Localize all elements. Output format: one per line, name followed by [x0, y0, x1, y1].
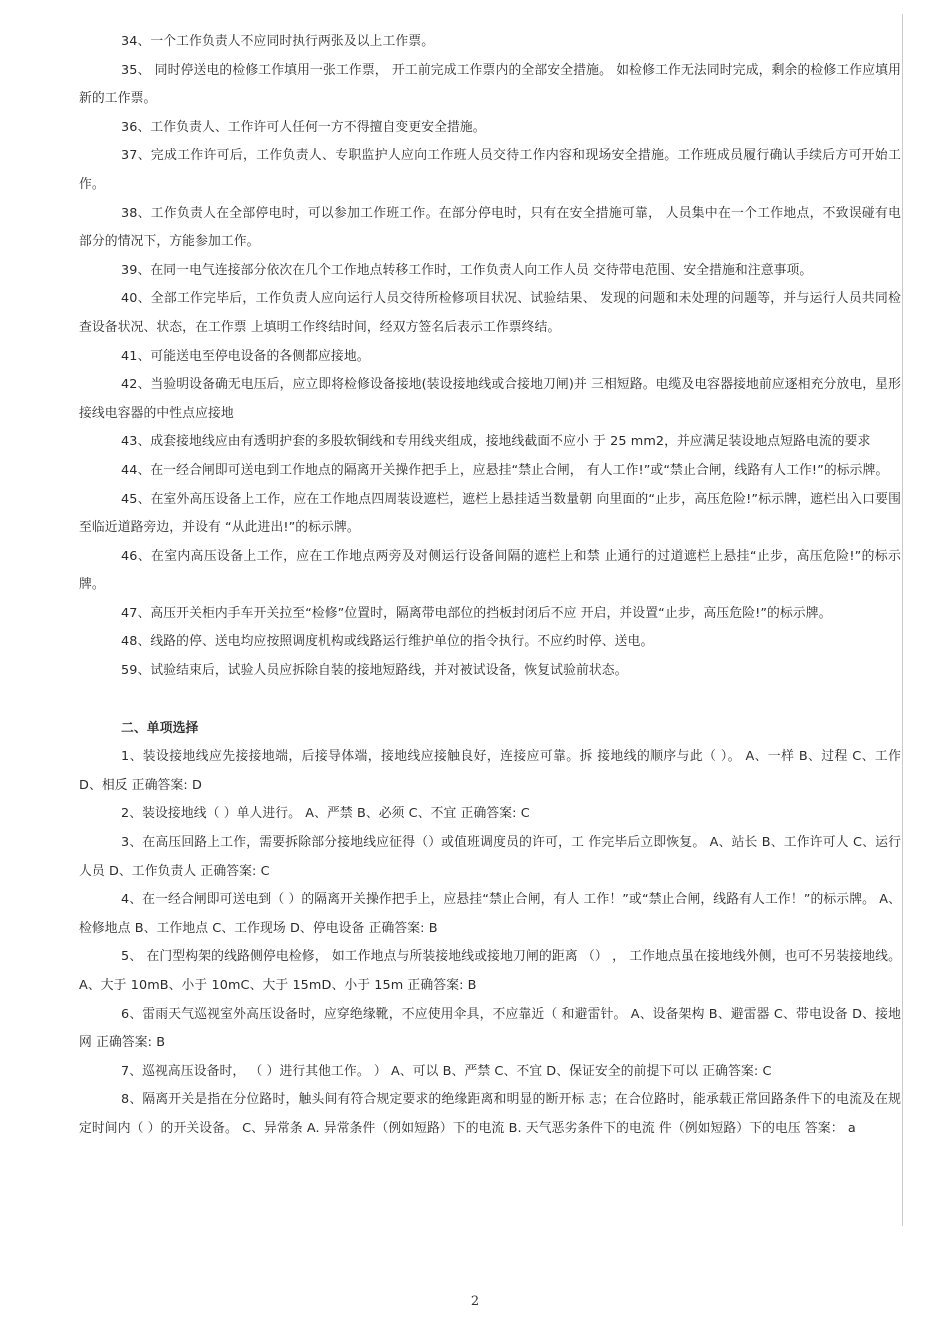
item-40: 40、全部工作完毕后，工作负责人应向运行人员交待所检修项目状况、试验结果、 发现的问题和未处理的问题等，并与运行人员共同检查设备状况、状态，在工作票 上填明工作终结时间，经双方签名后表示工作票终结。	[79, 291, 901, 335]
item-37: 37、完成工作许可后，工作负责人、专职监护人应向工作班人员交待工作内容和现场安全措施。工作班成员履行确认手续后方可开始工作。	[79, 148, 901, 192]
item-48: 48、线路的停、送电均应按照调度机构或线路运行维护单位的指令执行。不应约时停、送电。	[121, 634, 654, 650]
item-43: 43、成套接地线应由有透明护套的多股软铜线和专用线夹组成，接地线截面不应小 于 25 mm2，并应满足装设地点短路电流的要求	[121, 434, 871, 450]
page-right-border	[902, 14, 903, 1226]
question-5: 5、 在门型构架的线路侧停电检修， 如工作地点与所装接地线或接地刀闸的距离 （） ， 工作地点虽在接地线外侧，也可不另装接地线。 A、大于 10mB、小于 10mC、大于 15mD、小于 15m 正确答案: B	[79, 949, 901, 993]
question-3: 3、在高压回路上工作，需要拆除部分接地线应征得（）或值班调度员的许可，工 作完毕后立即恢复。 A、站长 B、工作许可人 C、运行人员 D、工作负责人 正确答案: C	[79, 835, 901, 879]
question-1: 1、装设接地线应先接接地端，后接导体端，接地线应接触良好，连接应可靠。拆 接地线的顺序与此（ ）。 A、一样 B、过程 C、工作 D、相反 正确答案: D	[79, 749, 901, 793]
item-35: 35、 同时停送电的检修工作填用一张工作票， 开工前完成工作票内的全部安全措施。 如检修工作无法同时完成，剩余的检修工作应填用新的工作票。	[79, 62, 901, 107]
page-number: 2	[470, 1294, 480, 1309]
item-39: 39、在同一电气连接部分依次在几个工作地点转移工作时，工作负责人向工作人员 交待带电范围、安全措施和注意事项。	[121, 262, 813, 278]
question-6: 6、雷雨天气巡视室外高压设备时，应穿绝缘靴，不应使用伞具，不应靠近（ 和避雷针。 A、设备架构 B、避雷器 C、带电设备 D、接地网 正确答案: B	[79, 1006, 901, 1051]
document-body	[79, 28, 901, 1144]
item-38: 38、工作负责人在全部停电时，可以参加工作班工作。在部分停电时，只有在安全措施可靠， 人员集中在一个工作地点，不致误碰有电部分的情况下，方能参加工作。	[79, 205, 901, 250]
question-8: 8、隔离开关是指在分位路时，触头间有符合规定要求的绝缘距离和明显的断开标 志；在合位路时，能承载正常回路条件下的电流及在规定时间内（ ）的开关设备。 C、异常条 A. 异常条件（例如短路）下的电流 B. 天气恶劣条件下的电流 件（例如短路）下的电压 答案： a	[79, 1092, 901, 1136]
item-59: 59、试验结束后，试验人员应拆除自装的接地短路线，并对被试设备，恢复试验前状态。	[121, 663, 628, 679]
question-4: 4、在一经合闸即可送电到（ ）的隔离开关操作把手上，应悬挂“禁止合闸，有人 工作！”或“禁止合闸，线路有人工作！”的标示牌。 A、检修地点 B、工作地点 C、工作现场 D、停电设备 正确答案: B	[79, 892, 901, 936]
section-heading: 二、单项选择	[121, 720, 199, 736]
section-spacer	[79, 686, 901, 715]
item-46: 46、在室内高压设备上工作，应在工作地点两旁及对侧运行设备间隔的遮栏上和禁 止通行的过道遮栏上悬挂“止步，高压危险!”的标示牌。	[79, 548, 901, 593]
item-47: 47、高压开关柜内手车开关拉至“检修”位置时，隔离带电部位的挡板封闭后不应 开启，并设置“止步，高压危险!”的标示牌。	[121, 605, 832, 621]
item-42: 42、当验明设备确无电压后，应立即将检修设备接地(装设接地线或合接地刀闸)并 三相短路。电缆及电容器接地前应逐相充分放电，星形接线电容器的中性点应接地	[79, 377, 901, 421]
item-45: 45、在室外高压设备上工作，应在工作地点四周装设遮栏，遮栏上悬挂适当数量朝 向里面的“止步，高压危险!”标示牌，遮栏出入口要围至临近道路旁边，并设有 “从此进出!”的标示牌。	[79, 491, 901, 536]
item-34: 34、一个工作负责人不应同时执行两张及以上工作票。	[121, 34, 435, 49]
question-7: 7、巡视高压设备时， （ ）进行其他工作。 ） A、可以 B、严禁 C、不宜 D、保证安全的前提下可以 正确答案: C	[121, 1063, 772, 1079]
item-44: 44、在一经合闸即可送电到工作地点的隔离开关操作把手上，应悬挂“禁止合闸， 有人工作!”或“禁止合闸，线路有人工作!”的标示牌。	[121, 462, 889, 478]
question-2: 2、装设接地线（ ）单人进行。 A、严禁 B、必须 C、不宜 正确答案: C	[121, 806, 530, 822]
item-41: 41、可能送电至停电设备的各侧都应接地。	[121, 348, 370, 364]
item-36: 36、工作负责人、工作许可人任何一方不得擅自变更安全措施。	[121, 119, 486, 135]
